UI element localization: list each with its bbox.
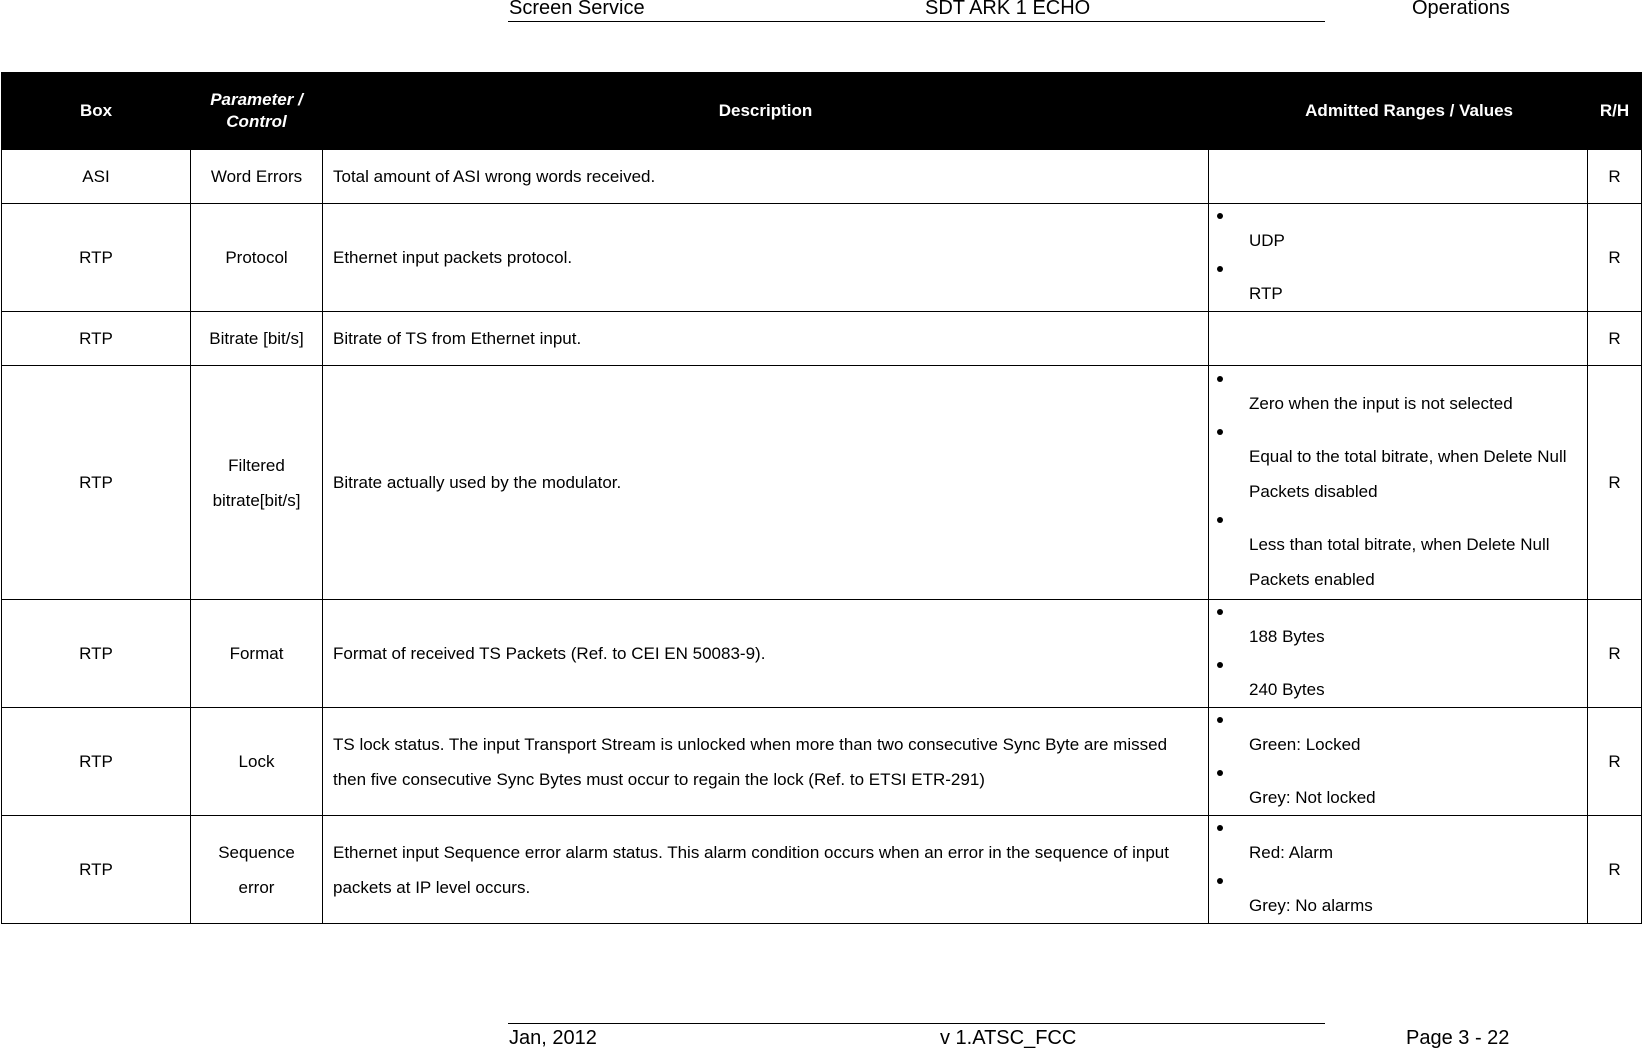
col-header-parameter: Parameter / Control (191, 73, 323, 150)
range-item: 188 Bytes (1219, 601, 1577, 654)
ranges-list (1219, 205, 1577, 311)
cell-ranges (1209, 708, 1588, 816)
col-header-box: Box (2, 73, 191, 150)
cell-description: Bitrate actually used by the modulator. (323, 366, 1209, 600)
parameters-table (1, 72, 1642, 924)
cell-description: Bitrate of TS from Ethernet input. (323, 312, 1209, 366)
cell-ranges (1209, 312, 1588, 366)
cell-parameter: Format (191, 600, 323, 708)
cell-box: RTP (2, 708, 191, 816)
cell-parameter: Protocol (191, 204, 323, 312)
cell-ranges (1209, 366, 1588, 600)
footer-date: Jan, 2012 (509, 1027, 597, 1049)
ranges-list (1219, 817, 1577, 923)
cell-ranges (1209, 816, 1588, 924)
range-item: Grey: No alarms (1219, 870, 1577, 923)
cell-box: RTP (2, 816, 191, 924)
ranges-list (1219, 709, 1577, 815)
footer-page-number: Page 3 - 22 (1406, 1027, 1510, 1049)
cell-description: Ethernet input packets protocol. (323, 204, 1209, 312)
table-row (2, 600, 1642, 708)
cell-parameter: Word Errors (191, 150, 323, 204)
table-row (2, 150, 1642, 204)
ranges-list (1219, 601, 1577, 707)
cell-rh: R (1588, 816, 1642, 924)
footer-version: v 1.ATSC_FCC (940, 1027, 1077, 1049)
range-item: Red: Alarm (1219, 817, 1577, 870)
cell-box: RTP (2, 204, 191, 312)
footer-rule (508, 1023, 1325, 1024)
header-center: SDT ARK 1 ECHO (925, 0, 1091, 19)
ranges-list (1219, 368, 1577, 597)
header-right: Operations (1412, 0, 1510, 19)
range-item: Grey: Not locked (1219, 762, 1577, 815)
range-item: Equal to the total bitrate, when Delete Null Packets disabled (1219, 421, 1577, 509)
cell-box: ASI (2, 150, 191, 204)
cell-rh: R (1588, 600, 1642, 708)
table-row (2, 204, 1642, 312)
cell-parameter: Lock (191, 708, 323, 816)
cell-rh: R (1588, 312, 1642, 366)
cell-rh: R (1588, 366, 1642, 600)
range-item: Zero when the input is not selected (1219, 368, 1577, 421)
cell-box: RTP (2, 600, 191, 708)
cell-description: TS lock status. The input Transport Stream is unlocked when more than two consecutive Sync Byte are missed then five consecutive Sync Bytes must occur to regain the lock (Ref. to ETSI ETR-291) (323, 708, 1209, 816)
cell-box: RTP (2, 312, 191, 366)
cell-box: RTP (2, 366, 191, 600)
header-left: Screen Service (509, 0, 645, 19)
col-header-rh: R/H (1588, 73, 1642, 150)
col-header-description: Description (323, 73, 1209, 150)
cell-description: Total amount of ASI wrong words received. (323, 150, 1209, 204)
table-row (2, 312, 1642, 366)
table-row (2, 708, 1642, 816)
range-item: Green: Locked (1219, 709, 1577, 762)
col-header-ranges: Admitted Ranges / Values (1209, 73, 1588, 150)
cell-description: Format of received TS Packets (Ref. to CEI EN 50083-9). (323, 600, 1209, 708)
cell-ranges (1209, 600, 1588, 708)
table-row (2, 366, 1642, 600)
cell-ranges (1209, 150, 1588, 204)
cell-description: Ethernet input Sequence error alarm status. This alarm condition occurs when an error in the sequence of input packets at IP level occurs. (323, 816, 1209, 924)
range-item: UDP (1219, 205, 1577, 258)
cell-rh: R (1588, 150, 1642, 204)
cell-parameter: Sequence error (191, 816, 323, 924)
header-rule (508, 21, 1325, 22)
cell-ranges (1209, 204, 1588, 312)
table-row (2, 816, 1642, 924)
cell-rh: R (1588, 204, 1642, 312)
table-header-row (2, 73, 1642, 150)
range-item: RTP (1219, 258, 1577, 311)
cell-parameter: Filtered bitrate[bit/s] (191, 366, 323, 600)
range-item: 240 Bytes (1219, 654, 1577, 707)
cell-parameter: Bitrate [bit/s] (191, 312, 323, 366)
page-footer (0, 1026, 1642, 1050)
cell-rh: R (1588, 708, 1642, 816)
range-item: Less than total bitrate, when Delete Null Packets enabled (1219, 509, 1577, 597)
